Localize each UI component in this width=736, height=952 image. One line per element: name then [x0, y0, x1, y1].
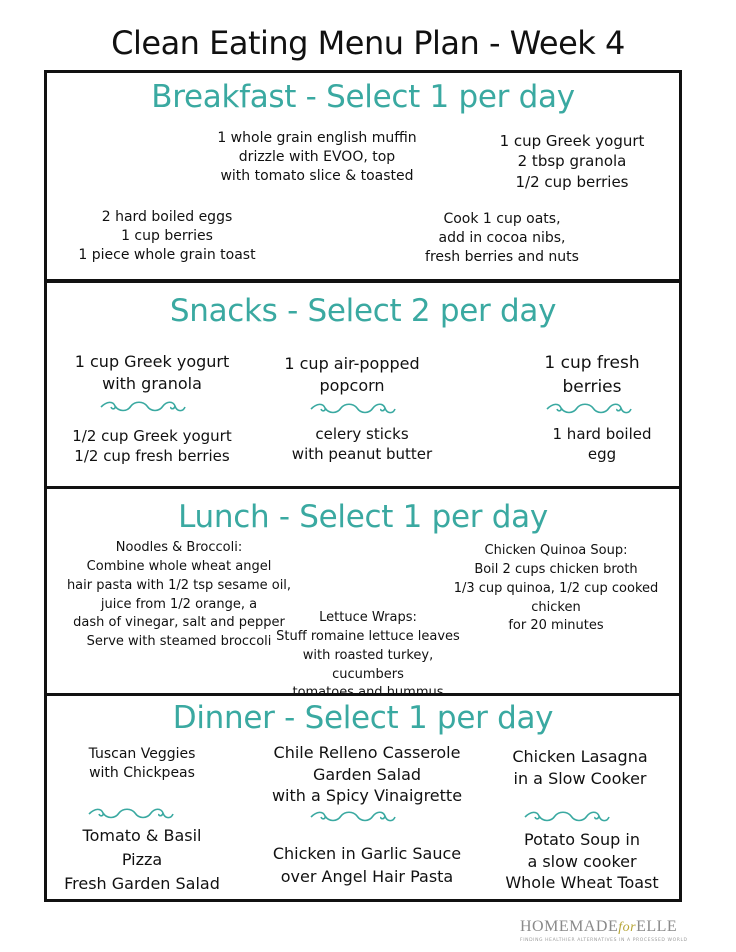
dinner-item: Potato Soup in a slow cooker Whole Wheat Toast [505, 830, 659, 893]
lunch-item: Chicken Quinoa Soup: Boil 2 cups chicken broth 1/3 cup quinoa, 1/2 cup cooked chicken for 20 minutes [453, 543, 659, 634]
homemade-for-elle-logo [520, 914, 720, 946]
dinner-item: Chile Relleno Casserole Garden Salad with a Spicy Vinaigrette [271, 743, 463, 806]
swirl-divider [545, 402, 633, 416]
page-title: Clean Eating Menu Plan - Week 4 [111, 24, 625, 62]
snack-item: 1 cup Greek yogurt with granola [74, 352, 230, 393]
swirl-divider [309, 402, 397, 416]
snack-item: 1 cup fresh berries [544, 353, 640, 397]
breakfast-section [44, 70, 682, 282]
dinner-item: Tuscan Veggies with Chickpeas [88, 746, 196, 781]
snack-item: 1/2 cup Greek yogurt 1/2 cup fresh berries [72, 427, 232, 466]
snacks-section [44, 280, 682, 489]
logo-tagline: FINDING HEALTHIER ALTERNATIVES IN A PROCESSED WORLD [520, 938, 688, 943]
lunch-item: Noodles & Broccoli: Combine whole wheat angel hair pasta with 1/2 tsp sesame oil, juice from 1/2 orange, a dash of vinegar, salt and pepper Serve with steamed broccoli [66, 540, 292, 650]
breakfast-item: 2 hard boiled eggs 1 cup berries 1 piece whole grain toast [78, 209, 256, 263]
swirl-divider [309, 810, 397, 824]
logo-wordmark: HOMEMADEforELLE [520, 918, 678, 935]
swirl-divider [87, 807, 175, 821]
lunch-section [44, 486, 682, 696]
breakfast-heading: Breakfast - Select 1 per day [151, 79, 575, 115]
snack-item: 1 hard boiled egg [552, 425, 652, 464]
breakfast-item: 1 whole grain english muffin drizzle with EVOO, top with tomato slice & toasted [217, 130, 417, 184]
lunch-heading: Lunch - Select 1 per day [178, 499, 548, 535]
swirl-divider [99, 400, 187, 414]
snack-item: celery sticks with peanut butter [291, 425, 433, 464]
lunch-item: Lettuce Wraps: Stuff romaine lettuce leaves with roasted turkey, cucumbers [276, 610, 460, 682]
dinner-section [44, 693, 682, 902]
dinner-item: Chicken Lasagna in a Slow Cooker [512, 747, 648, 788]
swirl-divider [523, 810, 611, 824]
breakfast-item: Cook 1 cup oats, add in cocoa nibs, fresh berries and nuts [425, 211, 579, 265]
snacks-heading: Snacks - Select 2 per day [169, 293, 557, 329]
dinner-item: Chicken in Garlic Sauce over Angel Hair Pasta [272, 844, 462, 887]
breakfast-item: 1 cup Greek yogurt 2 tbsp granola 1/2 cup berries [499, 132, 645, 191]
dinner-heading: Dinner - Select 1 per day [172, 700, 554, 736]
snack-item: 1 cup air-popped popcorn [284, 354, 420, 395]
dinner-item: Tomato & Basil Pizza Fresh Garden Salad [64, 826, 220, 893]
